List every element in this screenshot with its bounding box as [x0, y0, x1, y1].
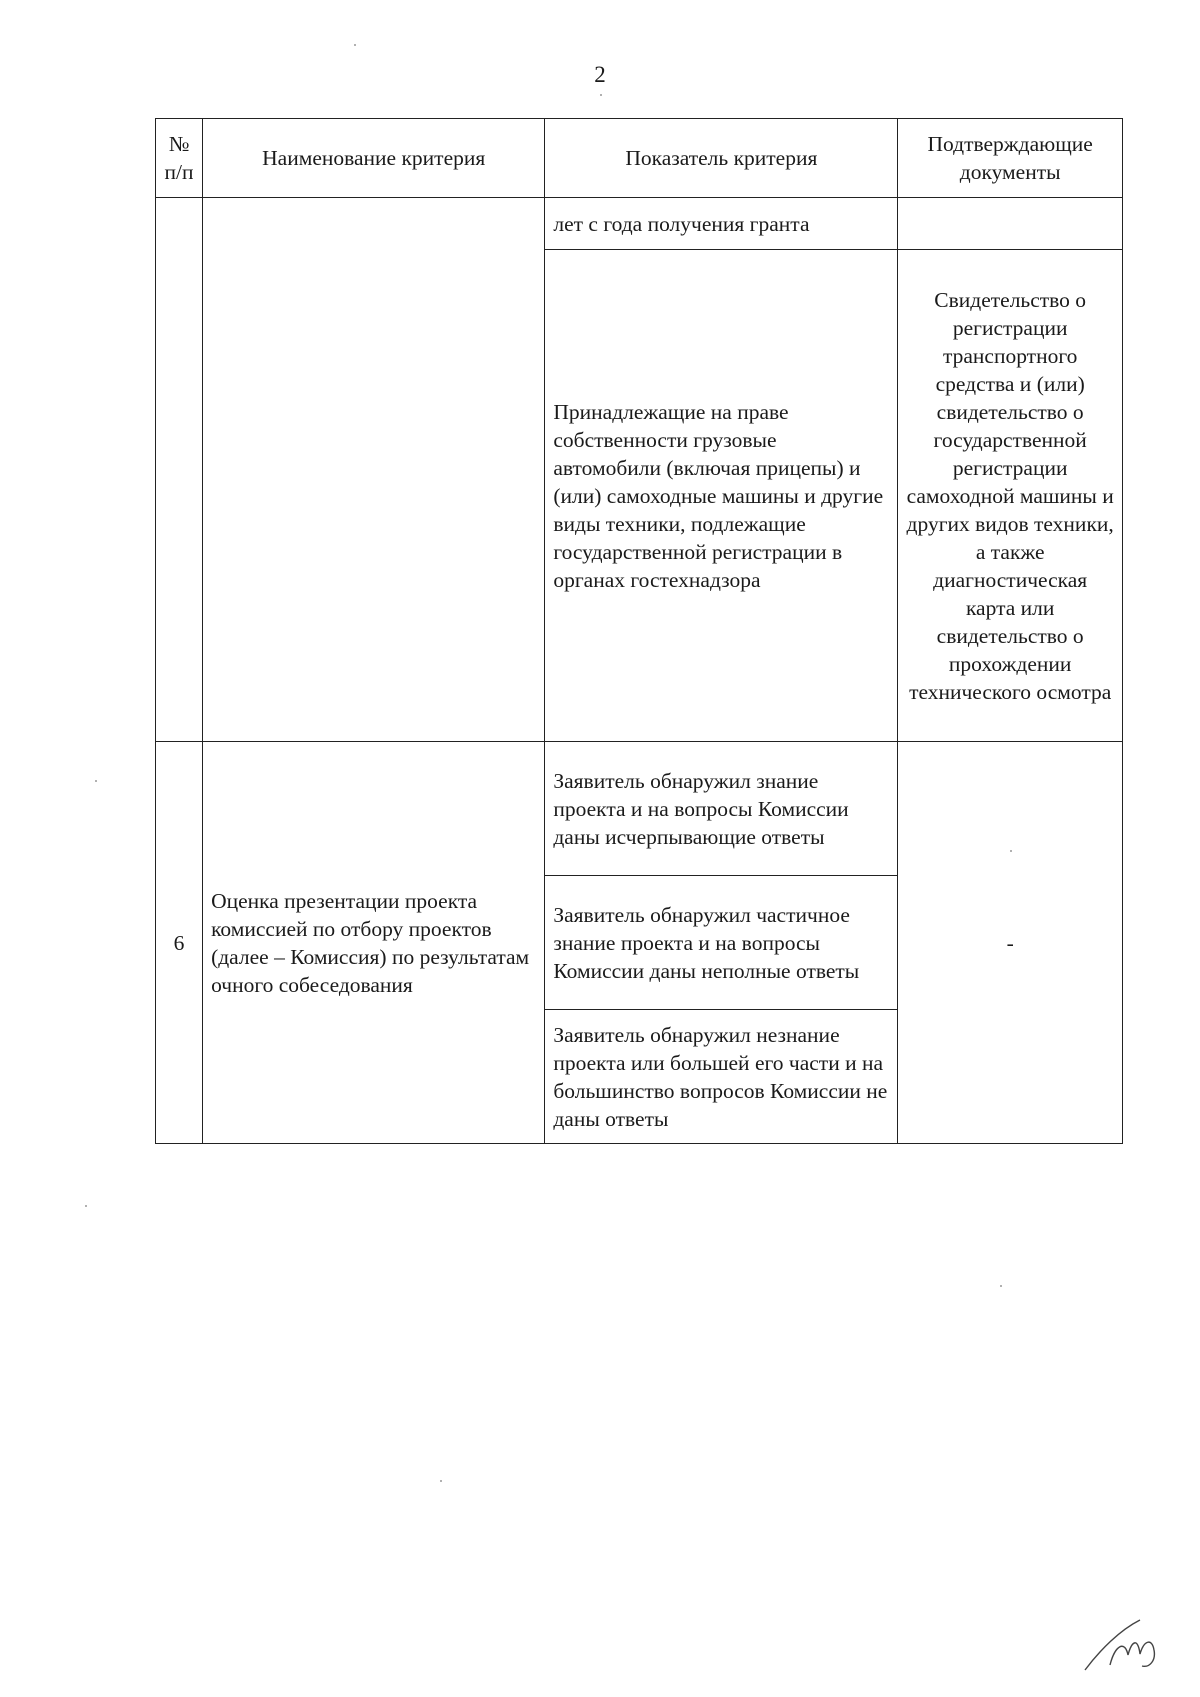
- table-row: [156, 198, 1123, 250]
- documents-cell: Свидетельство о регистрации транспортного средства и (или) свидетельство о государственной регистрации самоходной машины и других видов техники, а также диагностическая карта или свидетельство о прохождении технического осмотра: [898, 250, 1123, 742]
- header-indicator: Показатель критерия: [545, 119, 898, 198]
- indicator-cell: лет с года получения гранта: [545, 198, 898, 250]
- table-row: [156, 742, 1123, 876]
- indicator-cell: Заявитель обнаружил знание проекта и на вопросы Комиссии даны исчерпывающие ответы: [545, 742, 898, 876]
- indicator-cell: Принадлежащие на праве собственности грузовые автомобили (включая прицепы) и (или) самоходные машины и другие виды техники, подлежащие государственной регистрации в органах гостехнадзора: [545, 250, 898, 742]
- signature-mark: [1080, 1610, 1170, 1680]
- criteria-table: [155, 118, 1123, 1144]
- scan-speck: [1010, 850, 1012, 852]
- header-documents: Подтверждающие документы: [898, 119, 1123, 198]
- row-number: 6: [156, 742, 203, 1144]
- header-name: Наименование критерия: [203, 119, 545, 198]
- documents-cell: [898, 198, 1123, 250]
- criterion-name: Оценка презентации проекта комиссией по отбору проектов (далее – Комиссия) по результатам очного собеседования: [203, 742, 545, 1144]
- header-num: № п/п: [156, 119, 203, 198]
- name-cell-continued: [203, 198, 545, 742]
- documents-cell: -: [898, 742, 1123, 1144]
- scan-speck: [1000, 1285, 1002, 1287]
- num-cell-continued: [156, 198, 203, 742]
- scan-speck: [600, 94, 602, 96]
- scan-speck: [440, 1480, 442, 1482]
- table-header-row: [156, 119, 1123, 198]
- scan-speck: [354, 44, 356, 46]
- indicator-cell: Заявитель обнаружил частичное знание проекта и на вопросы Комиссии даны неполные ответы: [545, 876, 898, 1010]
- scan-speck: [95, 780, 97, 782]
- indicator-cell: Заявитель обнаружил незнание проекта или большей его части и на большинство вопросов Комиссии не даны ответы: [545, 1010, 898, 1144]
- scan-speck: [85, 1205, 87, 1207]
- page-number: 2: [594, 62, 606, 87]
